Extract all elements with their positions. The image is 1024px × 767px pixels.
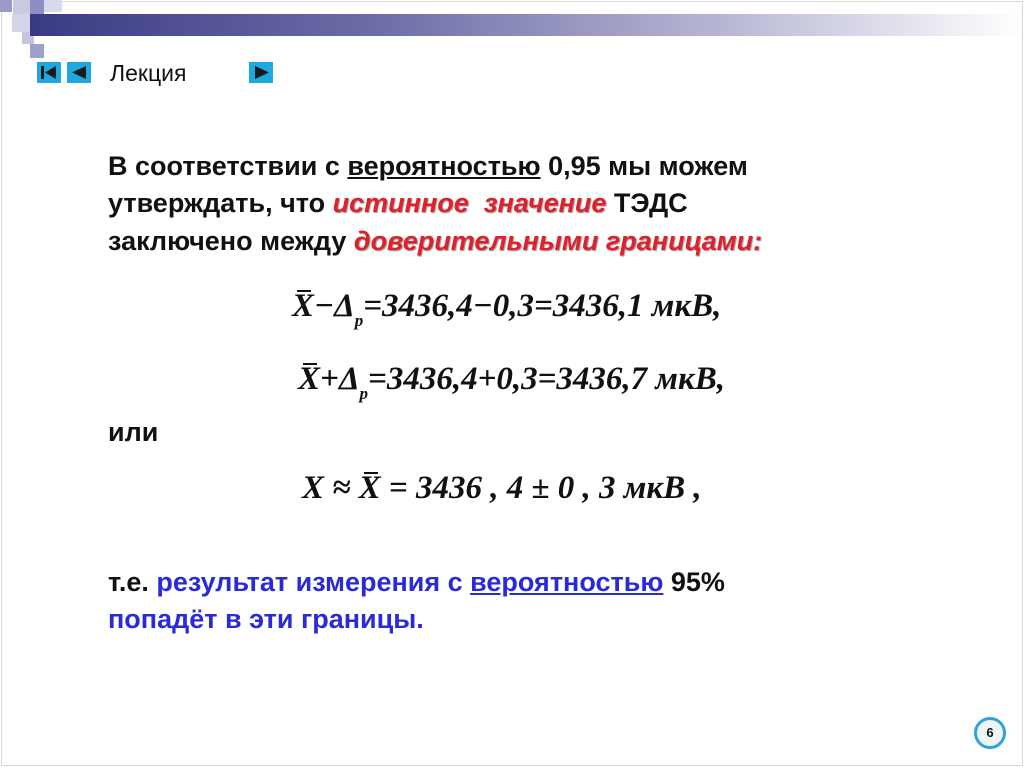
probability-underlined: вероятностью (347, 151, 541, 181)
f2-mean-x: X (298, 361, 321, 397)
f3-lhs: X ≈ (302, 470, 359, 506)
f1-mean-x: X (292, 288, 315, 324)
p2-l1-text-b: 95% (663, 567, 725, 597)
corner-square-4 (44, 0, 62, 12)
p1-l1-text-b: 0,95 мы можем (540, 151, 748, 181)
formula-interval (302, 470, 702, 507)
formula-upper-bound (298, 361, 725, 404)
lecture-label: Лекция (110, 60, 187, 86)
corner-square-2 (13, 0, 30, 14)
p1-l2-text-a: утверждать, что (108, 188, 333, 218)
f3-mean-x: X (358, 470, 381, 506)
skip-to-first-icon (37, 62, 61, 83)
probability-underlined-blue: вероятностью (470, 567, 664, 597)
p1-l1-text-a: В соответствии с (108, 151, 348, 181)
previous-slide-button[interactable] (67, 62, 91, 83)
f1-rest: =3436,4−0,3=3436,1 мкВ, (363, 288, 722, 324)
or-text: или (108, 417, 159, 447)
formula-lower-bound (292, 288, 721, 331)
page-number-badge: 6 (974, 717, 1006, 749)
paragraph1-line2 (108, 187, 688, 219)
paragraph2-line1 (108, 566, 725, 598)
true-value-emphasis: истинное значение (332, 188, 607, 218)
title-bar-gradient (30, 14, 1022, 36)
measurement-result-emphasis: результат измерения с (156, 567, 471, 597)
confidence-bounds-emphasis: доверительными границами: (353, 226, 763, 256)
first-slide-button[interactable] (37, 62, 61, 83)
f3-rest: = 3436 , 4 ± 0 , 3 мкВ , (380, 470, 702, 506)
p1-l3-text-a: заключено между (108, 226, 354, 256)
f2-rest: =3436,4+0,3=3436,7 мкВ, (368, 361, 726, 397)
corner-square-1 (0, 0, 12, 12)
paragraph1-line1 (108, 150, 748, 182)
f1-subscript: p (354, 311, 364, 330)
f2-subscript: p (359, 384, 369, 403)
previous-triangle-icon (67, 62, 91, 83)
corner-square-3 (30, 0, 44, 14)
f2-operator: +Δ (320, 361, 360, 397)
corner-square-5 (12, 14, 30, 32)
p1-l2-text-b: ТЭДС (606, 188, 688, 218)
paragraph2-line2: попадёт в эти границы. (108, 604, 424, 634)
p2-l1-text-a: т.е. (108, 567, 157, 597)
paragraph1-line3 (108, 225, 762, 257)
corner-square-8 (30, 44, 44, 58)
next-triangle-icon (249, 62, 273, 83)
next-slide-button[interactable] (249, 62, 273, 83)
f1-operator: −Δ (314, 288, 355, 324)
